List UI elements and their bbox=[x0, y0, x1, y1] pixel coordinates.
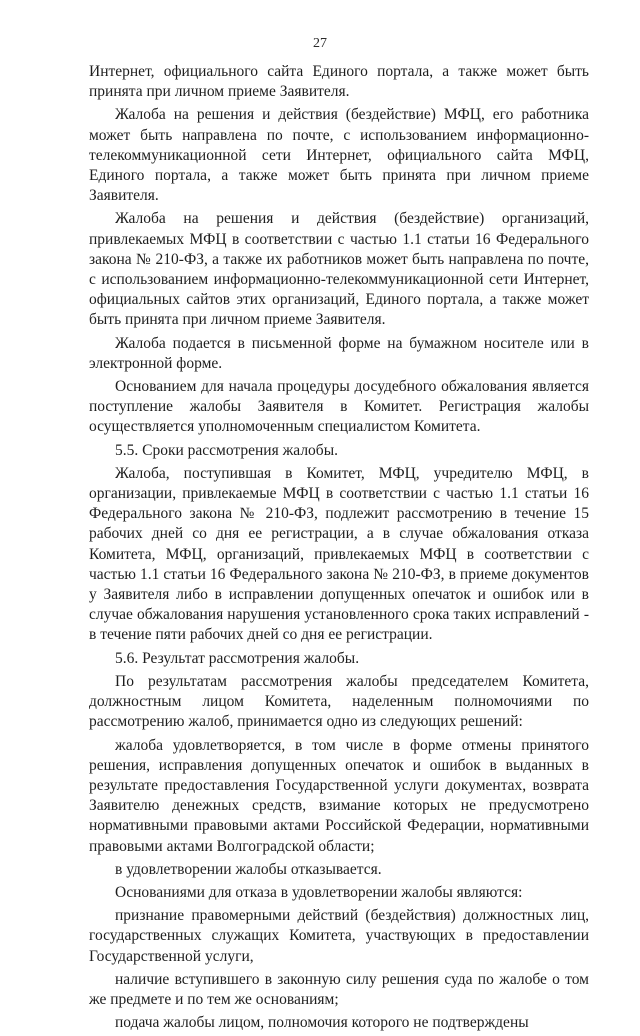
paragraph: 5.6. Результат рассмотрения жалобы. bbox=[115, 649, 360, 667]
paragraph: Основаниями для отказа в удовлетворении жалобы являются: bbox=[115, 883, 523, 901]
paragraph: признание правомерными действий (бездействия) должностных лиц, государственных служащих Комитета, участвующих в предоставлении Государственной услуги, bbox=[89, 907, 589, 965]
page-number: 27 bbox=[313, 36, 327, 51]
paragraph: 5.5. Сроки рассмотрения жалобы. bbox=[115, 441, 338, 459]
paragraph: По результатам рассмотрения жалобы председателем Комитета, должностным лицом Комитета, наделенным полномочиями по рассмотрению жалоб, принимается одно из следующих решений: bbox=[89, 672, 589, 731]
paragraph: жалоба удовлетворяется, в том числе в форме отмены принятого решения, исправления допущенных опечаток и ошибок в выданных в результате предоставления Государственной услуги документах, возврата Заявителю денежных средств, взимание которых не предусмотрено нормативными правовыми актами Российской Федерации, нормативными правовыми актами Волгоградской области; bbox=[89, 736, 589, 855]
paragraph: Жалоба, поступившая в Комитет, МФЦ, учредителю МФЦ, в организации, привлекаемые МФЦ в соответствии с частью 1.1 статьи 16 Федерального закона № 210-ФЗ, подлежит рассмотрению в течение 15 рабочих дней со дня ее регистрации, а в случае обжалования отказа Комитета, МФЦ, организаций, привлекаемых МФЦ в соответствии с частью 1.1 статьи 16 Федерального закона № 210-ФЗ, в приеме документов у Заявителя либо в исправлении допущенных опечаток и ошибок или в случае обжалования нарушения установленного срока таких исправлений - в течение пяти рабочих дней со дня ее регистрации. bbox=[89, 464, 589, 644]
paragraph: подача жалобы лицом, полномочия которого не подтверждены bbox=[115, 1014, 529, 1032]
paragraph: Жалоба на решения и действия (бездействие) организаций, привлекаемых МФЦ в соответствии с частью 1.1 статьи 16 Федерального закона № 210-ФЗ, а также их работников может быть направлена по почте, с использованием информационно-телекоммуникационной сети Интернет, официальных сайтов этих организаций, Единого портала, а также может быть принята при личном приеме Заявителя. bbox=[89, 210, 589, 329]
paragraph: Жалоба на решения и действия (бездействие) МФЦ, его работника может быть направлена по почте, с использованием информационно-телекоммуникационной сети Интернет, официального сайта МФЦ, Единого портала, а также может быть принята при личном приеме Заявителя. bbox=[89, 106, 589, 205]
document-body bbox=[89, 62, 589, 1036]
paragraph: Жалоба подается в письменной форме на бумажном носителе или в электронной форме. bbox=[89, 334, 589, 372]
paragraph: в удовлетворении жалобы отказывается. bbox=[115, 860, 382, 878]
paragraph: наличие вступившего в законную силу решения суда по жалобе о том же предмете и по тем же основаниям; bbox=[89, 970, 589, 1008]
paragraph: Основанием для начала процедуры досудебного обжалования является поступление жалобы Заявителя в Комитет. Регистрация жалобы осуществляется уполномоченным специалистом Комитета. bbox=[89, 378, 589, 436]
paragraph: Интернет, официального сайта Единого портала, а также может быть принята при личном приеме Заявителя. bbox=[89, 63, 589, 101]
